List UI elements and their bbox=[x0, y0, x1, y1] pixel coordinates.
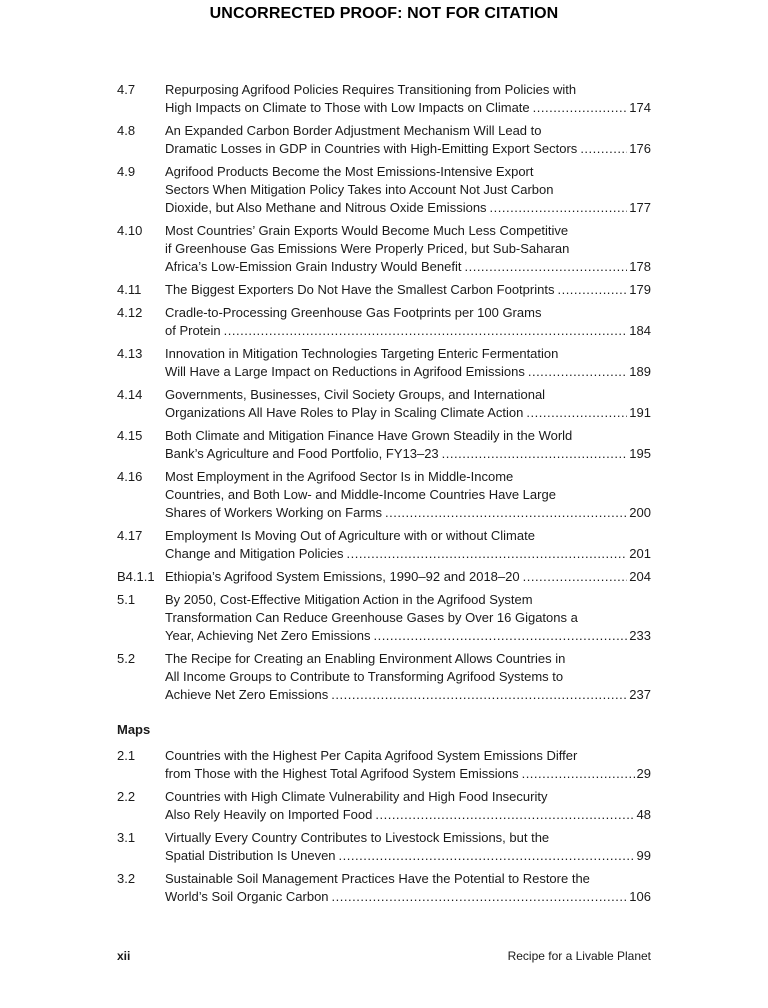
entry-title bbox=[165, 568, 651, 586]
entry-title-line: Bank’s Agriculture and Food Portfolio, FY13–23 bbox=[165, 446, 439, 461]
entry-title-line: Countries with the Highest Per Capita Agrifood System Emissions Differ bbox=[165, 748, 578, 763]
entry-page-number: 201 bbox=[629, 546, 651, 561]
entry-page-number: 174 bbox=[629, 100, 651, 115]
entry-title-line: Change and Mitigation Policies bbox=[165, 546, 344, 561]
entry-title bbox=[165, 829, 651, 865]
toc-entry bbox=[117, 81, 651, 117]
entry-title-line: if Greenhouse Gas Emissions Were Properly Priced, but Sub-Saharan bbox=[165, 241, 570, 256]
toc-entry bbox=[117, 829, 651, 865]
entry-page-number: 48 bbox=[636, 807, 651, 822]
entry-title-line: Repurposing Agrifood Policies Requires Transitioning from Policies with bbox=[165, 82, 577, 97]
entry-title-last-line bbox=[165, 199, 651, 217]
entry-title-line: The Biggest Exporters Do Not Have the Smallest Carbon Footprints bbox=[165, 282, 555, 297]
entry-title-line: of Protein bbox=[165, 323, 221, 338]
maps-list bbox=[117, 747, 651, 906]
entry-title bbox=[165, 222, 651, 276]
toc-entry bbox=[117, 788, 651, 824]
dot-leader bbox=[526, 404, 627, 422]
entry-title-line: Africa’s Low-Emission Grain Industry Would Benefit bbox=[165, 259, 462, 274]
entry-page-number: 106 bbox=[629, 889, 651, 904]
toc-entry bbox=[117, 163, 651, 217]
entry-title-line: Countries with High Climate Vulnerability and High Food Insecurity bbox=[165, 789, 548, 804]
toc-entry bbox=[117, 870, 651, 906]
entry-title-last-line bbox=[165, 545, 651, 563]
toc-entry bbox=[117, 386, 651, 422]
entry-title-last-line bbox=[165, 568, 651, 586]
dot-leader bbox=[224, 322, 628, 340]
entry-number: 3.2 bbox=[117, 871, 136, 886]
entry-title bbox=[165, 747, 651, 783]
entry-title-last-line bbox=[165, 445, 651, 463]
dot-leader bbox=[339, 847, 635, 865]
entry-title-line: Governments, Businesses, Civil Society Groups, and International bbox=[165, 387, 546, 402]
entry-title-line: Cradle-to-Processing Greenhouse Gas Footprints per 100 Grams bbox=[165, 305, 542, 320]
entry-number: 4.10 bbox=[117, 223, 143, 238]
entry-title bbox=[165, 591, 651, 645]
entry-title-last-line bbox=[165, 686, 651, 704]
entry-title-line: World’s Soil Organic Carbon bbox=[165, 889, 329, 904]
entry-page-number: 29 bbox=[636, 766, 651, 781]
entry-number: 3.1 bbox=[117, 830, 136, 845]
toc-entry bbox=[117, 222, 651, 276]
entry-title bbox=[165, 163, 651, 217]
entry-number: 4.13 bbox=[117, 346, 143, 361]
entry-title-line: Achieve Net Zero Emissions bbox=[165, 687, 329, 702]
entry-number: 5.2 bbox=[117, 651, 136, 666]
entry-title-line: Agrifood Products Become the Most Emissions-Intensive Export bbox=[165, 164, 534, 179]
dot-leader bbox=[533, 99, 628, 117]
proof-notice: UNCORRECTED PROOF: NOT FOR CITATION bbox=[209, 5, 559, 22]
entry-number: 4.7 bbox=[117, 82, 136, 97]
toc-entry bbox=[117, 122, 651, 158]
entry-title-line: Sustainable Soil Management Practices Have the Potential to Restore the bbox=[165, 871, 590, 886]
entry-title-line: Dioxide, but Also Methane and Nitrous Oxide Emissions bbox=[165, 200, 487, 215]
entry-title bbox=[165, 304, 651, 340]
entry-title-last-line bbox=[165, 765, 651, 783]
entry-title-line: from Those with the Highest Total Agrifood System Emissions bbox=[165, 766, 519, 781]
entry-title-line: Most Countries’ Grain Exports Would Become Much Less Competitive bbox=[165, 223, 569, 238]
entry-title-line: Dramatic Losses in GDP in Countries with High-Emitting Export Sectors bbox=[165, 141, 578, 156]
entry-title bbox=[165, 122, 651, 158]
entry-title-line: By 2050, Cost-Effective Mitigation Action in the Agrifood System bbox=[165, 592, 533, 607]
entry-page-number: 237 bbox=[629, 687, 651, 702]
page-number: xii bbox=[117, 949, 131, 963]
entry-number: 2.2 bbox=[117, 789, 136, 804]
dot-leader bbox=[523, 568, 628, 586]
entry-number: 4.14 bbox=[117, 387, 143, 402]
entry-title-line: Year, Achieving Net Zero Emissions bbox=[165, 628, 371, 643]
entry-number: 4.16 bbox=[117, 469, 143, 484]
entry-title-line: Employment Is Moving Out of Agriculture with or without Climate bbox=[165, 528, 535, 543]
toc-entry bbox=[117, 427, 651, 463]
entry-number: B4.1.1 bbox=[117, 569, 155, 584]
entry-number: 2.1 bbox=[117, 748, 136, 763]
toc-entry bbox=[117, 281, 651, 299]
entry-number: 4.15 bbox=[117, 428, 143, 443]
entry-page-number: 184 bbox=[629, 323, 651, 338]
entry-title-last-line bbox=[165, 258, 651, 276]
entry-title bbox=[165, 81, 651, 117]
entry-title-line: An Expanded Carbon Border Adjustment Mechanism Will Lead to bbox=[165, 123, 542, 138]
entry-title-line: Both Climate and Mitigation Finance Have Grown Steadily in the World bbox=[165, 428, 573, 443]
entry-title-line: Sectors When Mitigation Policy Takes into Account Not Just Carbon bbox=[165, 182, 554, 197]
entry-page-number: 189 bbox=[629, 364, 651, 379]
entry-title bbox=[165, 527, 651, 563]
entry-page-number: 195 bbox=[629, 446, 651, 461]
entry-title-line: Ethiopia’s Agrifood System Emissions, 1990–92 and 2018–20 bbox=[165, 569, 520, 584]
toc-entry bbox=[117, 345, 651, 381]
entry-title-last-line bbox=[165, 888, 651, 906]
entry-page-number: 233 bbox=[629, 628, 651, 643]
maps-heading: Maps bbox=[117, 722, 151, 737]
dot-leader bbox=[522, 765, 635, 783]
entry-title bbox=[165, 427, 651, 463]
entry-title-last-line bbox=[165, 140, 651, 158]
dot-leader bbox=[580, 140, 627, 158]
entry-title bbox=[165, 281, 651, 299]
entry-number: 5.1 bbox=[117, 592, 136, 607]
entry-page-number: 191 bbox=[629, 405, 651, 420]
table-of-contents bbox=[117, 81, 651, 911]
entry-title bbox=[165, 650, 651, 704]
entry-page-number: 200 bbox=[629, 505, 651, 520]
dot-leader bbox=[528, 363, 627, 381]
entry-title-last-line bbox=[165, 627, 651, 645]
entry-title-line: Innovation in Mitigation Technologies Targeting Enteric Fermentation bbox=[165, 346, 559, 361]
entry-title-last-line bbox=[165, 281, 651, 299]
dot-leader bbox=[332, 888, 628, 906]
dot-leader bbox=[464, 258, 627, 276]
entry-title bbox=[165, 468, 651, 522]
entry-title-line: Shares of Workers Working on Farms bbox=[165, 505, 382, 520]
entry-page-number: 178 bbox=[629, 259, 651, 274]
entry-title-line: Will Have a Large Impact on Reductions in Agrifood Emissions bbox=[165, 364, 525, 379]
entry-title-last-line bbox=[165, 504, 651, 522]
entry-page-number: 179 bbox=[629, 282, 651, 297]
entry-page-number: 204 bbox=[629, 569, 651, 584]
entry-page-number: 177 bbox=[629, 200, 651, 215]
dot-leader bbox=[331, 686, 627, 704]
entry-title-line: The Recipe for Creating an Enabling Environment Allows Countries in bbox=[165, 651, 566, 666]
entry-title-line: Also Rely Heavily on Imported Food bbox=[165, 807, 373, 822]
entry-title-line: Transformation Can Reduce Greenhouse Gases by Over 16 Gigatons a bbox=[165, 610, 578, 625]
entry-number: 4.11 bbox=[117, 282, 142, 297]
toc-entry bbox=[117, 591, 651, 645]
entry-title-line: Organizations All Have Roles to Play in Scaling Climate Action bbox=[165, 405, 524, 420]
toc-entry bbox=[117, 650, 651, 704]
entry-title bbox=[165, 788, 651, 824]
entry-title bbox=[165, 345, 651, 381]
entry-title-line: Countries, and Both Low- and Middle-Income Countries Have Large bbox=[165, 487, 556, 502]
entry-page-number: 99 bbox=[636, 848, 651, 863]
dot-leader bbox=[385, 504, 627, 522]
dot-leader bbox=[347, 545, 628, 563]
toc-entry bbox=[117, 747, 651, 783]
entry-title-last-line bbox=[165, 363, 651, 381]
toc-entry bbox=[117, 468, 651, 522]
dot-leader bbox=[490, 199, 628, 217]
entry-title-last-line bbox=[165, 847, 651, 865]
entry-number: 4.17 bbox=[117, 528, 143, 543]
entry-number: 4.8 bbox=[117, 123, 136, 138]
entry-title-line: Virtually Every Country Contributes to Livestock Emissions, but the bbox=[165, 830, 550, 845]
entry-title-last-line bbox=[165, 322, 651, 340]
entry-title-last-line bbox=[165, 99, 651, 117]
entry-number: 4.12 bbox=[117, 305, 143, 320]
entry-title-line: Spatial Distribution Is Uneven bbox=[165, 848, 336, 863]
dot-leader bbox=[557, 281, 627, 299]
dot-leader bbox=[442, 445, 628, 463]
entry-page-number: 176 bbox=[629, 141, 651, 156]
entry-title bbox=[165, 386, 651, 422]
figures-list bbox=[117, 81, 651, 704]
entry-title bbox=[165, 870, 651, 906]
toc-entry bbox=[117, 304, 651, 340]
entry-title-last-line bbox=[165, 404, 651, 422]
dot-leader bbox=[373, 627, 627, 645]
toc-entry bbox=[117, 527, 651, 563]
entry-title-line: All Income Groups to Contribute to Transforming Agrifood Systems to bbox=[165, 669, 564, 684]
toc-entry bbox=[117, 568, 651, 586]
entry-title-line: Most Employment in the Agrifood Sector Is in Middle-Income bbox=[165, 469, 514, 484]
dot-leader bbox=[375, 806, 634, 824]
entry-title-last-line bbox=[165, 806, 651, 824]
entry-number: 4.9 bbox=[117, 164, 136, 179]
entry-title-line: High Impacts on Climate to Those with Low Impacts on Climate bbox=[165, 100, 530, 115]
book-title: Recipe for a Livable Planet bbox=[507, 949, 651, 963]
